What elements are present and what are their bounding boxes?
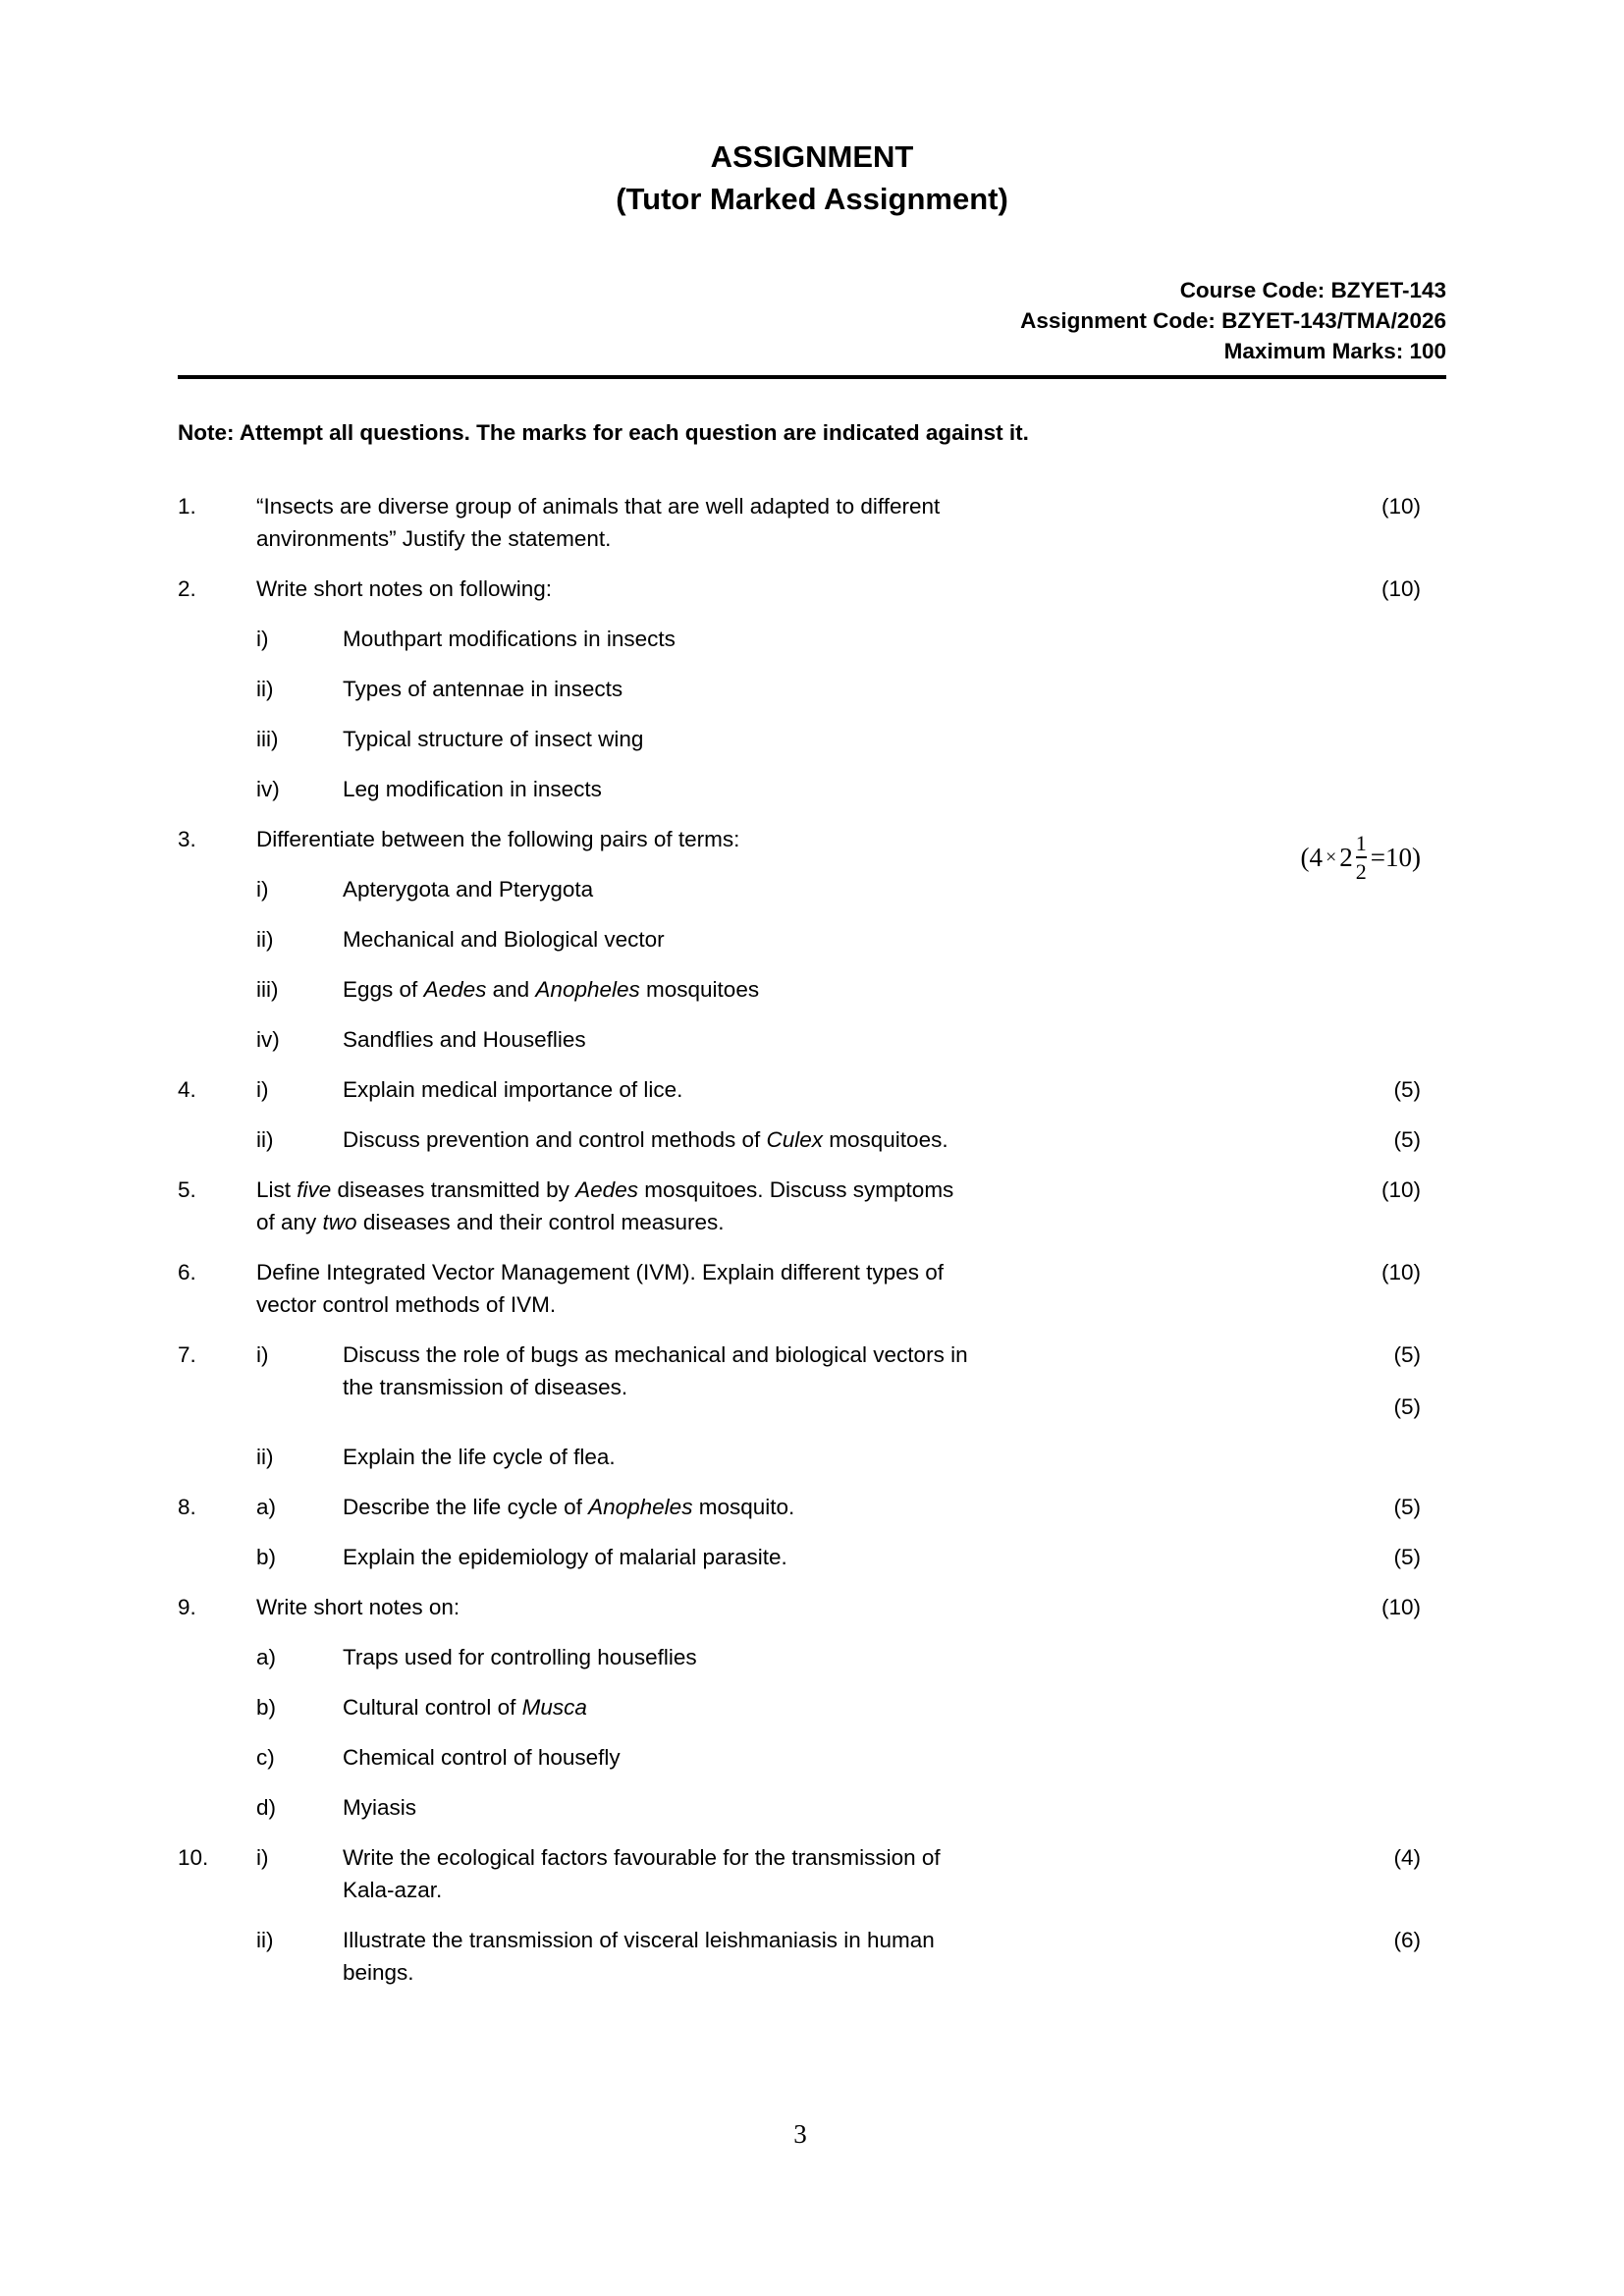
- question-label: i): [256, 877, 269, 902]
- question-label: iii): [256, 977, 279, 1002]
- question-label: a): [256, 1645, 277, 1669]
- question-row: [178, 1256, 1446, 1321]
- question-number: 5.: [178, 1177, 196, 1202]
- question-number: 3.: [178, 827, 196, 851]
- question-label: i): [256, 627, 269, 651]
- question-row: [178, 723, 1446, 755]
- question-marks: [1338, 723, 1446, 755]
- question-text: Describe the life cycle of Anopheles mosquito.: [343, 1495, 795, 1519]
- question-number: [178, 673, 256, 705]
- question-number: 7.: [178, 1342, 196, 1367]
- question-row: [178, 1123, 1446, 1156]
- question-marks: [1338, 773, 1446, 805]
- note: Note: Attempt all questions. The marks for each question are indicated against it.: [178, 420, 1029, 445]
- assignment-code: Assignment Code: BZYET-143/TMA/2026: [1020, 308, 1446, 333]
- question-number: [178, 873, 256, 905]
- question-marks: [1338, 923, 1446, 956]
- question-text: Write short notes on following:: [256, 576, 552, 601]
- question-text: Typical structure of insect wing: [343, 727, 644, 751]
- question-text: Write short notes on:: [256, 1595, 460, 1619]
- question-row: [178, 1491, 1446, 1523]
- question-text: Traps used for controlling houseflies: [343, 1645, 697, 1669]
- question-marks: [1338, 673, 1446, 705]
- question-marks: (10): [1380, 1177, 1421, 1202]
- question-row: [178, 1174, 1446, 1238]
- question-number: [178, 773, 256, 805]
- question-marks: (5): [1393, 1545, 1421, 1569]
- question-number: [178, 1741, 256, 1774]
- question-number: [178, 1791, 256, 1824]
- question-marks: (10): [1380, 576, 1421, 601]
- question-text: Apterygota and Pterygota: [343, 877, 594, 902]
- course-code: Course Code: BZYET-143: [1179, 278, 1446, 302]
- question-text: Mouthpart modifications in insects: [343, 627, 676, 651]
- question-row: [178, 1591, 1446, 1623]
- question-row: [178, 1441, 1446, 1473]
- question-marks: [1338, 1641, 1446, 1673]
- question-text: Types of antennae in insects: [343, 677, 623, 701]
- question-text: Discuss the role of bugs as mechanical and biological vectors in the transmission of diseases.: [343, 1342, 968, 1399]
- question-marks: (10): [1380, 1260, 1421, 1285]
- question-label: i): [256, 1342, 269, 1367]
- question-text: Myiasis: [343, 1795, 417, 1820]
- question-marks: [1338, 1441, 1446, 1473]
- page-number: 3: [793, 2119, 807, 2149]
- question-row: [178, 923, 1446, 956]
- question-row: [178, 623, 1446, 655]
- question-row: [178, 873, 1446, 905]
- question-text: “Insects are diverse group of animals that are well adapted to different anvironments” Justify the statement.: [256, 494, 941, 551]
- question-marks: [1338, 973, 1446, 1006]
- question-text: Explain the epidemiology of malarial parasite.: [343, 1545, 787, 1569]
- question-marks: (6): [1393, 1928, 1421, 1952]
- question-label: i): [256, 1077, 269, 1102]
- question-label: iv): [256, 777, 280, 801]
- question-marks: [1300, 823, 1446, 884]
- question-row: [178, 673, 1446, 705]
- question-marks: (10): [1380, 494, 1421, 519]
- question-text: Discuss prevention and control methods of Culex mosquitoes.: [343, 1127, 948, 1152]
- question-number: [178, 1541, 256, 1573]
- question-number: [178, 1441, 256, 1473]
- question-number: 2.: [178, 576, 196, 601]
- question-number: [178, 1641, 256, 1673]
- question-text: List five diseases transmitted by Aedes mosquitoes. Discuss symptoms of any two diseases and their control measures.: [256, 1177, 954, 1234]
- question-row: [178, 1691, 1446, 1723]
- question-row: [178, 823, 1446, 884]
- question-text: Mechanical and Biological vector: [343, 927, 665, 952]
- question-text: Sandflies and Houseflies: [343, 1027, 586, 1052]
- question-text: Write the ecological factors favourable for the transmission of Kala-azar.: [343, 1845, 941, 1902]
- question-marks: (5): [1393, 1127, 1421, 1152]
- question-row: [178, 1741, 1446, 1774]
- assignment-title: ASSIGNMENT: [710, 139, 914, 174]
- question-row: [178, 1541, 1446, 1573]
- question-marks: [1338, 1741, 1446, 1774]
- question-label: b): [256, 1695, 277, 1720]
- question-number: 10.: [178, 1845, 209, 1870]
- question-row: [178, 490, 1446, 555]
- question-label: iv): [256, 1027, 280, 1052]
- question-marks: (5) (5): [1393, 1342, 1421, 1419]
- question-text: Cultural control of Musca: [343, 1695, 587, 1720]
- question-row: [178, 1339, 1446, 1423]
- question-text: Define Integrated Vector Management (IVM). Explain different types of vector control methods of IVM.: [256, 1260, 944, 1317]
- question-number: [178, 923, 256, 956]
- question-marks: [1338, 1023, 1446, 1056]
- question-row: [178, 1924, 1446, 1989]
- question-text: Explain medical importance of lice.: [343, 1077, 683, 1102]
- question-number: [178, 1924, 256, 1989]
- question-label: a): [256, 1495, 277, 1519]
- question-list: [178, 490, 1446, 1989]
- question-marks: (5): [1393, 1077, 1421, 1102]
- assignment-subtitle: (Tutor Marked Assignment): [616, 182, 1008, 216]
- question-text: Chemical control of housefly: [343, 1745, 621, 1770]
- question-text: Leg modification in insects: [343, 777, 602, 801]
- question-label: ii): [256, 1928, 274, 1952]
- marks-formula: (4 × 2 $\frac{1}{2}$ =10): [1300, 831, 1421, 884]
- question-row: [178, 573, 1446, 605]
- question-label: d): [256, 1795, 277, 1820]
- question-label: c): [256, 1745, 275, 1770]
- question-marks: (4): [1393, 1845, 1421, 1870]
- question-row: [178, 773, 1446, 805]
- question-row: [178, 1023, 1446, 1056]
- question-number: [178, 973, 256, 1006]
- question-label: ii): [256, 1445, 274, 1469]
- question-row: [178, 973, 1446, 1006]
- question-number: [178, 1023, 256, 1056]
- question-text: Eggs of Aedes and Anopheles mosquitoes: [343, 977, 760, 1002]
- question-number: 8.: [178, 1495, 196, 1519]
- question-number: 6.: [178, 1260, 196, 1285]
- question-number: 9.: [178, 1595, 196, 1619]
- question-number: [178, 1691, 256, 1723]
- question-row: [178, 1641, 1446, 1673]
- question-number: [178, 623, 256, 655]
- question-label: iii): [256, 727, 279, 751]
- question-marks: [1338, 1791, 1446, 1824]
- header-rule: [178, 375, 1446, 379]
- question-text: Explain the life cycle of flea.: [343, 1445, 616, 1469]
- question-label: ii): [256, 677, 274, 701]
- question-number: [178, 723, 256, 755]
- question-marks: [1338, 623, 1446, 655]
- question-row: [178, 1791, 1446, 1824]
- question-marks: (10): [1380, 1595, 1421, 1619]
- maximum-marks: Maximum Marks: 100: [1223, 339, 1446, 363]
- question-label: b): [256, 1545, 277, 1569]
- question-marks: [1338, 1691, 1446, 1723]
- question-row: [178, 1073, 1446, 1106]
- question-marks: (5): [1393, 1495, 1421, 1519]
- question-number: [178, 1123, 256, 1156]
- question-text: Differentiate between the following pairs of terms:: [256, 827, 740, 851]
- question-label: i): [256, 1845, 269, 1870]
- question-row: [178, 1841, 1446, 1906]
- question-number: 4.: [178, 1077, 196, 1102]
- question-marks: [1338, 873, 1446, 905]
- question-label: ii): [256, 1127, 274, 1152]
- title-block: [178, 0, 1446, 220]
- question-label: ii): [256, 927, 274, 952]
- question-number: 1.: [178, 494, 196, 519]
- question-text: Illustrate the transmission of visceral leishmaniasis in human beings.: [343, 1928, 935, 1985]
- header-codes: [178, 275, 1446, 366]
